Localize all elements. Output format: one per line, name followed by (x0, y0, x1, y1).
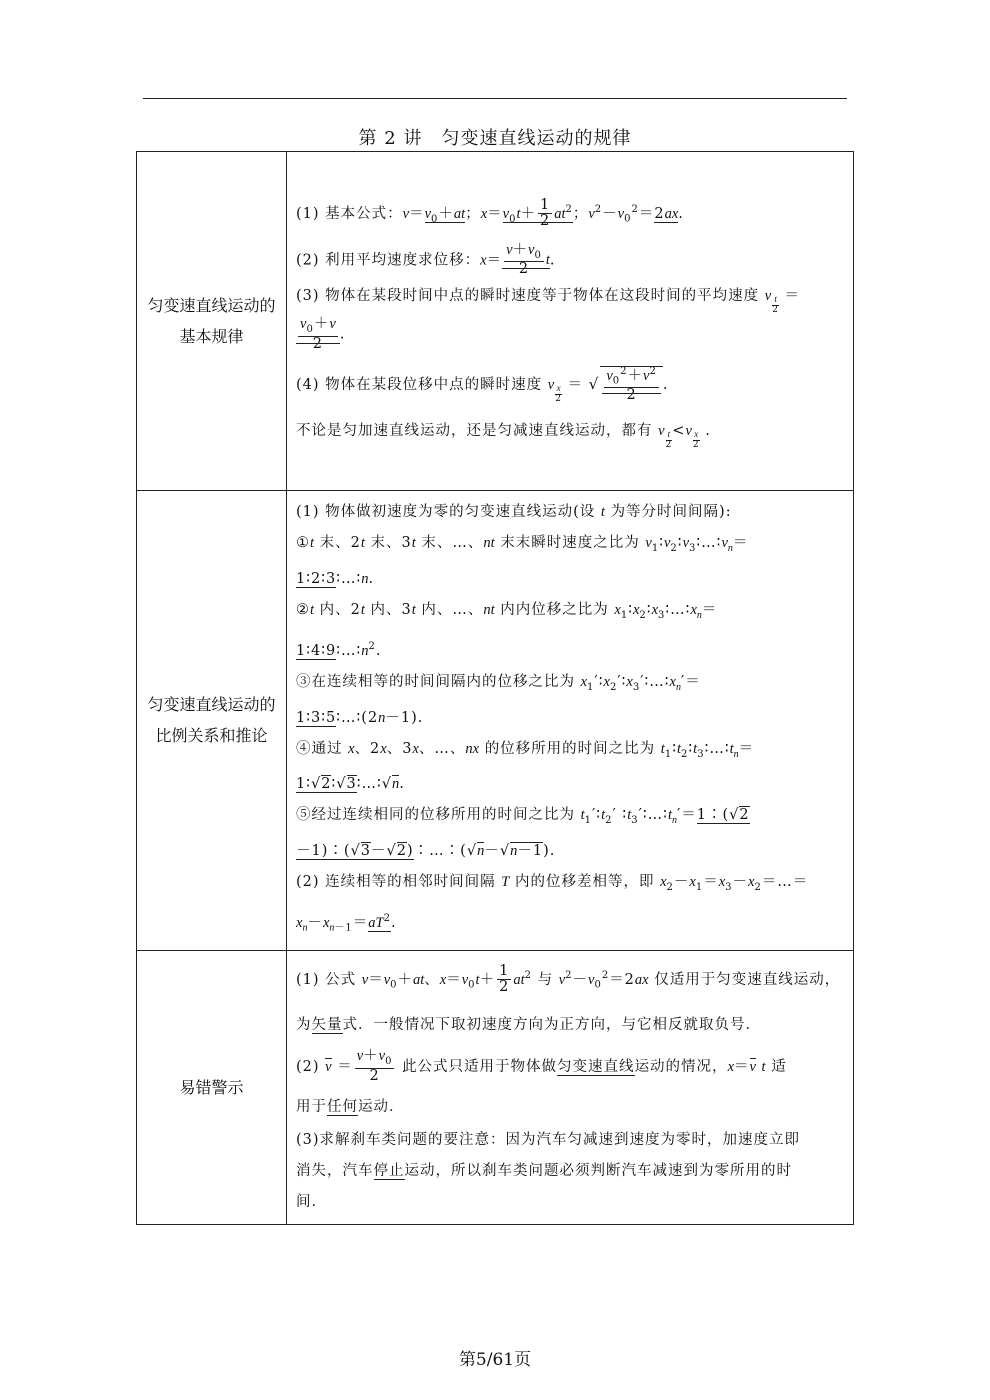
page-title: 第 2 讲 匀变速直线运动的规律 (358, 128, 632, 149)
formula-line-3b: $\frac{v_0+v}{2}$ . (296, 317, 843, 352)
formula-line-5: 不论是匀加速直线运动，还是匀减速直线运动，都有 v $\frac{t}{2}$ <v $\frac{x}{2}$ . (296, 423, 711, 451)
table-row (137, 152, 854, 491)
row-label-basic: 匀变速直线运动的基本规律 (137, 152, 287, 491)
formula-line-1: (1) 基本公式：$v=v_0+at$；$x=v_0t+$ $\frac{1}{2}$ $at^2$；$v^2-v_0^2=2ax$. (296, 197, 684, 230)
table-row (137, 950, 854, 1224)
summary-table (136, 151, 854, 1225)
formula-line-4: (4) 物体在某段位移中点的瞬时速度 v $\frac{x}{2}$ ＝ √ $\frac{v_0^2+v^2}{2}$ . (296, 365, 669, 405)
row-body-basic (287, 152, 854, 491)
row-body-warning: (1) 公式 $v=v_0+at$、$x=v_0t+$ $\frac{1}{2}$ $at^2$ 与 $v^2-v_0^2=2ax$ 仅适用于匀变速直线运动， 为矢量式．一般情况下取初速度方向为正方向，与它相反就取负号． (2) v ＝ $\frac{v+v_0}{2}$ 此公式只适用于物体做匀变速直线运动的情况，x＝v t 适 用于任何运动． (3)求解刹车类问题的要注意：因为汽车匀减速到速度为零时，加速度立即 消失，汽车停止运动，所以刹车类问题必须判断汽车减速到为零所用的时 间． (287, 950, 854, 1224)
row-body-ratio: (1) 物体做初速度为零的匀变速直线运动(设 t 为等分时间间隔): ①t 末、2t 末、3t 末、…、nt 末末瞬时速度之比为 $v_1∶v_2∶v_3∶\dots∶v_n=$ 1∶2∶3∶…∶n. ②t 内、2t 内、3t 内、…、nt 内内位移之比为 $x_1∶x_2∶x_3∶\dots∶x_n=$ $1∶4∶9∶\dots∶n^2$. ③在连续相等的时间间隔内的位移之比为 $x_1'∶x_2'∶x_3'∶\dots∶x_n'=$ 1∶3∶5∶…∶(2n－1). ④通过 x、2x、3x、…、nx 的位移所用的时间之比为 $t_1∶t_2∶t_3∶\dots∶t_n=$ 1∶√2∶√3∶…∶√n. ⑤经过连续相同的位移所用的时间之比为 $t_1'∶t_2'$ $∶t_3'∶\dots∶t_n'=1∶(√2$ －1)∶(√3－√2)∶…∶(√n－√n－1). (2) 连续相等的相邻时间间隔 T 内的位移差相等，即 $x_2-x_1=x_3-x_2=\dots=$ $x_n-x_{n-1}=aT^2$. (287, 491, 854, 951)
formula-line-3: (3) 物体在某段时间中点的瞬时速度等于物体在这段时间的平均速度 v $\frac{t}{2}$ ＝ (296, 288, 801, 316)
row-label-warning: 易错警示 (137, 950, 287, 1224)
row-label-ratio: 匀变速直线运动的比例关系和推论 (137, 491, 287, 951)
table-row (137, 491, 854, 951)
header-rule (143, 98, 847, 99)
page-number: 第5/61页 (458, 1350, 532, 1370)
formula-line-2: (2) 利用平均速度求位移：x＝ $\frac{v+v_0}{2}$ t. (296, 241, 556, 278)
